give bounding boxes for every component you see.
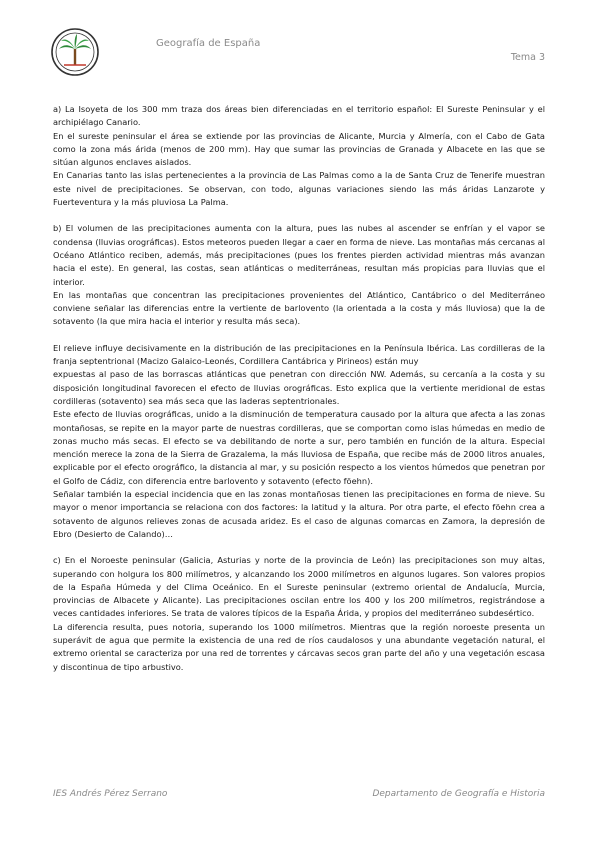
paragraph: El relieve influye decisivamente en la distribución de las precipitaciones en la Península Ibérica. Las cordilleras de la franja septentrional (Macizo Galaico-Leonés, Cordillera Cantábrica y Pirineos) están muy bbox=[53, 342, 545, 367]
palm-tree-seal-icon bbox=[50, 27, 100, 77]
paragraph: En el sureste peninsular el área se extiende por las provincias de Alicante, Murcia y Almería, con el Cabo de Gata como la zona más árida (menos de 200 mm). Hay que sumar las provincias de Granada y Albacete en las que se sitúan algunos enclaves aislados. bbox=[53, 130, 545, 168]
footer-department: Departamento de Geografía e Historia bbox=[372, 789, 545, 799]
paragraph: a) La Isoyeta de los 300 mm traza dos áreas bien diferenciadas en el territorio español: El Sureste Peninsular y el archipiélago Canario. bbox=[53, 104, 545, 128]
paragraph: Señalar también la especial incidencia que en las zonas montañosas tienen las precipitaciones en forma de nieve. Su mayor o menor importancia se relaciona con dos factores: la latitud y la altura. Por otra parte, el efecto föehn crea a sotavento de algunos relieves zonas de acusada aridez. Es el caso de algunas comarcas en Zamora, la depresión de Ebro (Desierto de Calando)… bbox=[53, 489, 545, 539]
paragraph: En Canarias tanto las islas pertenecientes a la provincia de Las Palmas como a la de Santa Cruz de Tenerife muestran este nivel de precipitaciones. Se observan, con todo, algunas variaciones siendo las más áridas Lanzarote y Fuerteventura y la más pluviosa La Palma. bbox=[53, 170, 545, 208]
paragraph: c) En el Noroeste peninsular (Galicia, Asturias y norte de la provincia de León) las precipitaciones son muy altas, superando con holgura los 800 milímetros, y alcanzando los 2000 milímetros en algunos lugares. Son valores propios de la España Húmeda y del Clima Oceánico. En el Sureste peninsular (extremo oriental de Andalucía, Murcia, provincias de Albacete y Alicante). Las precipitaciones oscilan entre los 400 y los 200 milímetros, registrándose a veces cantidades inferiores. Se trata de valores típicos de la España Árida, y propios del mediterráneo subdesértico. bbox=[53, 555, 545, 619]
paragraph: expuestas al paso de las borrascas atlánticas que penetran con dirección NW. Además, su cercanía a la costa y su disposición longitudinal favorecen el efecto de lluvias orográficas. Esto explica que la vertiente meridional de estas cordilleras (sotavento) sea más seca que las laderas septentrionales. bbox=[53, 369, 545, 406]
footer-school: IES Andrés Pérez Serrano bbox=[53, 789, 168, 799]
paragraph: Este efecto de lluvias orográficas, unido a la disminución de temperatura causado por la altura que afecta a las zonas montañosas, se repite en la mayor parte de nuestras cordilleras, que se comportan como islas húmedas en medio de zonas mucho más secas. El efecto se va debilitando de norte a sur, pero también en función de la altura. Especial mención merece la zona de la Sierra de Grazalema, la más lluviosa de España, que recibe más de 2000 litros anuales, explicable por el efecto orográfico, la distancia al mar, y su posición respecto a los vientos húmedos que penetran por el Golfo de Cádiz, con diferencia entre barlovento y sotavento (efecto föehn). bbox=[53, 409, 545, 486]
document-body bbox=[53, 103, 545, 674]
section-b bbox=[53, 222, 545, 328]
section-relieve bbox=[53, 342, 545, 541]
paragraph: b) El volumen de las precipitaciones aumenta con la altura, pues las nubes al ascender se enfrían y el vapor se condensa (lluvias orográficas). Estos meteoros pueden llegar a caer en forma de nieve. Las montañas más cercanas al Océano Atlántico reciben, además, más precipitaciones (pues los frentes pierden actividad mientras más avanzan hacia el este). En general, las costas, sean atlánticas o mediterráneas, resultan más propicias para lluvias que el interior. bbox=[53, 223, 545, 287]
paragraph: En las montañas que concentran las precipitaciones provenientes del Atlántico, Cantábrico o del Mediterráneo conviene señalar las diferencias entre la vertiente de barlovento (la orientada a la costa y más lluviosa) que la de sotavento (la que mira hacia el interior y resulta más seca). bbox=[53, 289, 545, 327]
unit-label: Tema 3 bbox=[510, 52, 545, 63]
paragraph: La diferencia resulta, pues notoria, superando los 1000 milímetros. Mientras que la región noroeste presenta un superávit de agua que permite la existencia de una red de ríos caudalosos y una abundante vegetación natural, el extremo oriental se caracteriza por una red de torrentes y cárcavas secos gran parte del año y una vegetación escasa y discontinua de tipo arbustivo. bbox=[53, 621, 545, 672]
section-c bbox=[53, 554, 545, 674]
document-subject: Geografía de España bbox=[156, 38, 261, 49]
section-a bbox=[53, 103, 545, 209]
